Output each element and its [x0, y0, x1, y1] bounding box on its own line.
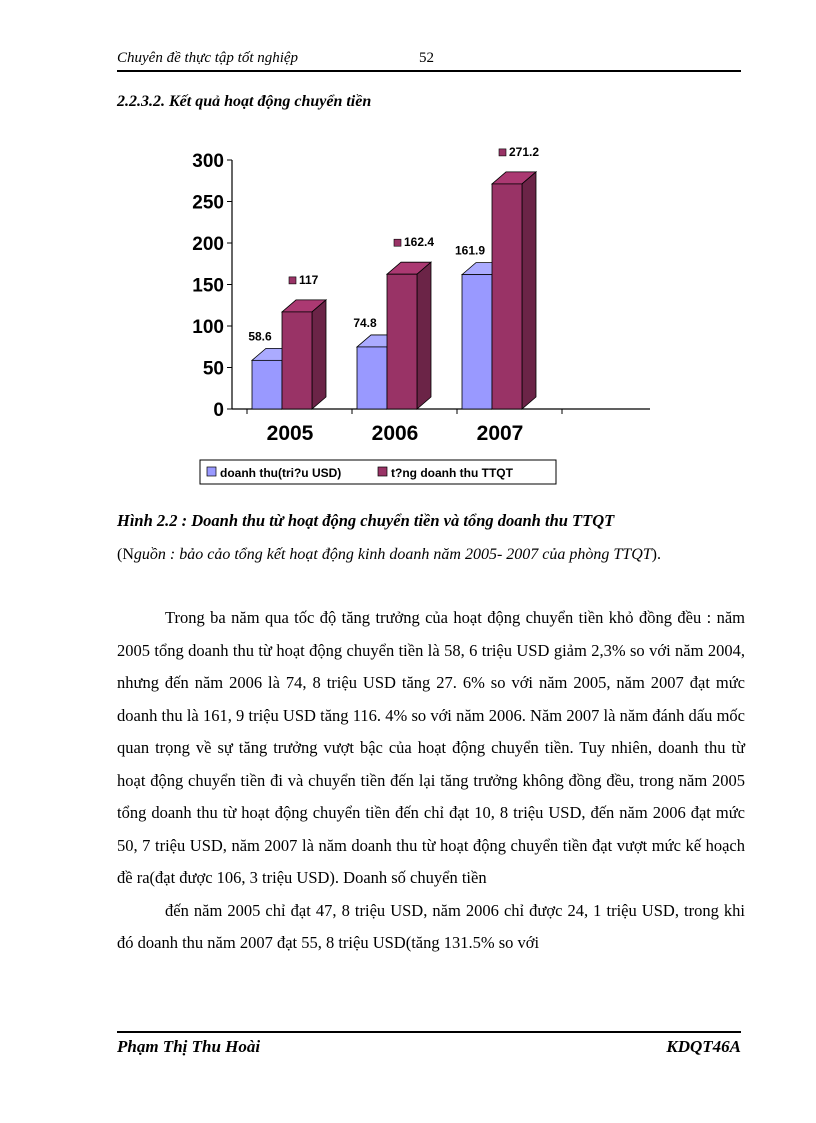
data-label-0-2007: 161.9: [454, 243, 486, 258]
legend-swatch-1: [378, 467, 387, 476]
page-number: 52: [419, 50, 434, 66]
y-tick-label: 0: [213, 400, 224, 421]
data-label-0-2005: 58.6: [248, 329, 272, 344]
bar-1-2005-side: [312, 300, 326, 409]
y-tick-label: 150: [192, 275, 224, 297]
y-tick-label: 250: [192, 192, 224, 214]
body-paragraph-2: đến năm 2005 chỉ đạt 47, 8 triệu USD, năm 2006 chỉ được 24, 1 triệu USD, trong khi đó doanh thu năm 2007 đạt 55, 8 triệu USD(tăng 131.5% so với: [117, 900, 745, 952]
body-paragraph-1: Trong ba năm qua tốc độ tăng trưởng của hoạt động chuyển tiền khỏ đồng đều : năm 2005 tổng doanh thu từ hoạt động chuyển tiền là 58, 6 triệu USD giảm 2,3% so với năm 2004, nhưng đến năm 2006 là 74, 8 triệu USD tăng 27. 6% so với năm 2005, năm 2007 đạt mức doanh thu là 161, 9 triệu USD tăng 116. 4% so với năm 2006. Năm 2007 là năm đánh dấu mốc quan trọng về sự tăng trưởng vượt bậc của hoạt động chuyển tiền. Tuy nhiên, doanh thu từ hoạt động chuyển tiền đi và chuyển tiền đến lại tăng trưởng không đồng đều, trong năm 2005 tổng doanh thu từ hoạt động chuyển tiền đến chỉ đạt 10, 8 triệu USD, đến năm 2006 đạt mức 50, 7 triệu USD, năm 2007 là năm doanh thu từ hoạt động chuyển tiền đạt vượt mức kế hoạch đề ra(đạt được 106, 3 triệu USD). Doanh số chuyển tiền: [117, 608, 745, 887]
bar-1-2007: [492, 184, 522, 409]
data-label-1-2006: 162.4: [404, 235, 435, 250]
y-tick-label: 100: [192, 317, 224, 338]
data-label-1-2005: 117: [299, 272, 319, 287]
data-label-key-1-2005: [289, 277, 296, 284]
page-header: [117, 48, 741, 70]
bar-1-2006: [387, 274, 417, 409]
y-tick-label: 300: [192, 151, 224, 172]
bar-0-2005: [252, 360, 282, 409]
x-tick-label-2006: 2006: [371, 422, 419, 445]
footer-author: Phạm Thị Thu Hoài: [117, 1037, 261, 1056]
x-tick-label-2005: 2005: [266, 422, 314, 445]
x-tick-label-2007: 2007: [476, 422, 524, 445]
revenue-bar-chart: [180, 140, 660, 500]
figure-caption: Hình 2.2 : Doanh thu từ hoạt động chuyển tiền và tổng doanh thu TTQT: [117, 511, 615, 530]
source-open: (N: [117, 546, 134, 563]
data-label-1-2007: 271.2: [509, 144, 540, 159]
bar-1-2006-side: [417, 262, 431, 409]
bar-0-2006: [357, 347, 387, 409]
y-tick-label: 200: [192, 234, 224, 255]
footer-divider: [117, 1031, 741, 1033]
source-text: guồn : bảo cảo tổng kết hoạt động kinh doanh năm 2005- 2007 của phòng TTQT: [133, 546, 652, 563]
bar-0-2007: [462, 275, 492, 409]
legend-label-1: t?ng doanh thu TTQT: [391, 466, 513, 480]
figure-source: [117, 540, 745, 570]
source-close: ).: [651, 546, 661, 563]
data-label-key-1-2006: [394, 239, 401, 246]
data-label-key-1-2007: [499, 149, 506, 156]
header-title: Chuyên đề thực tập tốt nghiệp: [117, 50, 299, 66]
legend-label-0: doanh thu(tri?u USD): [220, 466, 342, 480]
footer-class-code: KDQT46A: [666, 1037, 741, 1056]
bar-1-2005: [282, 312, 312, 409]
section-heading: 2.2.3.2. Kết quả hoạt động chuyển tiền: [117, 93, 372, 110]
body-text: [117, 602, 745, 960]
header-divider: [117, 70, 741, 72]
data-label-0-2006: 74.8: [353, 315, 377, 330]
bar-1-2007-side: [522, 172, 536, 409]
legend-swatch-0: [207, 467, 216, 476]
y-tick-label: 50: [202, 358, 224, 380]
